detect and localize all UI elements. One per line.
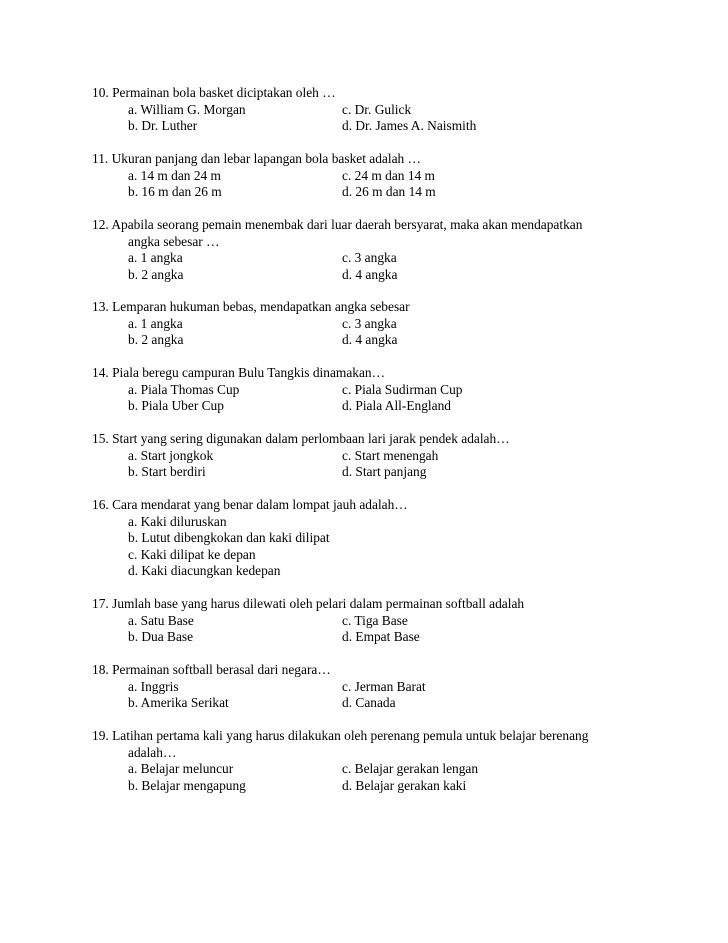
question-stem: Lemparan hukuman bebas, mendapatkan angka sebesar	[112, 299, 410, 314]
option-b: b. Lutut dibengkokan dan kaki dilipat	[128, 530, 330, 546]
option-c: c. Start menengah	[342, 447, 439, 463]
option-b: b. Dr. Luther	[128, 118, 198, 134]
question-18	[92, 662, 652, 712]
option-row	[92, 778, 652, 795]
question-17	[92, 596, 652, 646]
option-c: c. 24 m dan 14 m	[342, 167, 435, 183]
option-c: c. Jerman Barat	[342, 678, 426, 694]
question-number: 16.	[92, 497, 109, 512]
question-stem: Piala beregu campuran Bulu Tangkis dinamakan…	[112, 365, 385, 380]
option-row	[92, 250, 652, 267]
option-row	[92, 118, 652, 135]
option-c: c. Dr. Gulick	[342, 101, 412, 117]
option-d: d. Canada	[342, 695, 396, 711]
question-text	[92, 662, 652, 679]
option-b: b. Amerika Serikat	[128, 695, 229, 711]
question-14	[92, 365, 652, 415]
option-d: d. 4 angka	[342, 266, 398, 282]
question-13	[92, 299, 652, 349]
question-text	[92, 431, 652, 448]
option-row	[92, 613, 652, 630]
option-b: b. Dua Base	[128, 629, 194, 645]
question-number: 14.	[92, 365, 109, 380]
option-row	[92, 398, 652, 415]
question-11	[92, 151, 652, 201]
option-c: c. Piala Sudirman Cup	[342, 381, 463, 397]
option-d: d. Piala All-England	[342, 398, 451, 414]
option-b: b. Start berdiri	[128, 464, 206, 480]
option-a: a. 1 angka	[128, 250, 183, 266]
question-stem: Ukuran panjang dan lebar lapangan bola basket adalah …	[111, 151, 421, 166]
question-text	[92, 497, 652, 514]
option-row	[92, 629, 652, 646]
option-row	[92, 332, 652, 349]
question-stem: Apabila seorang pemain menembak dari luar daerah bersyarat, maka akan mendapatkan	[111, 217, 583, 232]
question-19	[92, 728, 652, 794]
option-b: b. Belajar mengapung	[128, 777, 246, 793]
question-15	[92, 431, 652, 481]
option-b: b. 2 angka	[128, 266, 184, 282]
question-number: 17.	[92, 596, 109, 611]
question-stem-continued: adalah…	[128, 744, 177, 760]
option-c: c. 3 angka	[342, 250, 397, 266]
option-c: c. 3 angka	[342, 315, 397, 331]
option-row	[92, 184, 652, 201]
option-d: d. Kaki diacungkan kedepan	[128, 563, 281, 579]
question-text	[92, 85, 652, 102]
option-row	[92, 168, 652, 185]
question-number: 11.	[92, 151, 109, 166]
question-16	[92, 497, 652, 580]
question-text	[92, 151, 652, 168]
option-a: a. Piala Thomas Cup	[128, 381, 240, 397]
question-number: 15.	[92, 431, 109, 446]
option-a: a. Inggris	[128, 678, 179, 694]
option-a: a. Start jongkok	[128, 447, 214, 463]
option-row	[92, 464, 652, 481]
option-a: a. 1 angka	[128, 315, 183, 331]
option-d: d. Belajar gerakan kaki	[342, 777, 467, 793]
question-stem: Permainan bola basket diciptakan oleh …	[112, 85, 336, 100]
question-text	[92, 299, 652, 316]
question-number: 18.	[92, 662, 109, 677]
option-a: a. William G. Morgan	[128, 101, 246, 117]
question-number: 10.	[92, 85, 109, 100]
option-row	[92, 761, 652, 778]
question-stem: Cara mendarat yang benar dalam lompat jauh adalah…	[112, 497, 408, 512]
question-number: 19.	[92, 728, 109, 743]
option-d: d. Start panjang	[342, 464, 427, 480]
option-row	[92, 382, 652, 399]
option-row	[92, 102, 652, 119]
option-row	[92, 267, 652, 284]
option-a: a. Kaki diluruskan	[128, 513, 227, 529]
question-stem: Permainan softball berasal dari negara…	[112, 662, 331, 677]
option-b: b. 2 angka	[128, 332, 184, 348]
question-stem: Start yang sering digunakan dalam perlombaan lari jarak pendek adalah…	[112, 431, 510, 446]
option-a: a. Satu Base	[128, 612, 194, 628]
option-c: c. Kaki dilipat ke depan	[128, 546, 256, 562]
question-text	[92, 365, 652, 382]
option-a: a. Belajar meluncur	[128, 761, 234, 777]
option-b: b. Piala Uber Cup	[128, 398, 224, 414]
option-d: d. 26 m dan 14 m	[342, 184, 436, 200]
question-10	[92, 85, 652, 135]
option-d: d. Empat Base	[342, 629, 420, 645]
question-stem: Jumlah base yang harus dilewati oleh pelari dalam permainan softball adalah	[112, 596, 525, 611]
option-row	[92, 316, 652, 333]
option-b: b. 16 m dan 26 m	[128, 184, 222, 200]
option-a: a. 14 m dan 24 m	[128, 167, 221, 183]
question-text	[92, 596, 652, 613]
question-text	[92, 217, 652, 234]
option-row	[92, 679, 652, 696]
option-d: d. Dr. James A. Naismith	[342, 118, 477, 134]
option-c: c. Tiga Base	[342, 612, 408, 628]
question-stem: Latihan pertama kali yang harus dilakukan oleh perenang pemula untuk belajar berenang	[112, 728, 589, 743]
question-number: 13.	[92, 299, 109, 314]
option-c: c. Belajar gerakan lengan	[342, 761, 479, 777]
option-row	[92, 695, 652, 712]
option-d: d. 4 angka	[342, 332, 398, 348]
question-stem-continued: angka sebesar …	[128, 233, 220, 249]
option-row	[92, 448, 652, 465]
question-text	[92, 728, 652, 745]
question-12	[92, 217, 652, 283]
question-number: 12.	[92, 217, 109, 232]
